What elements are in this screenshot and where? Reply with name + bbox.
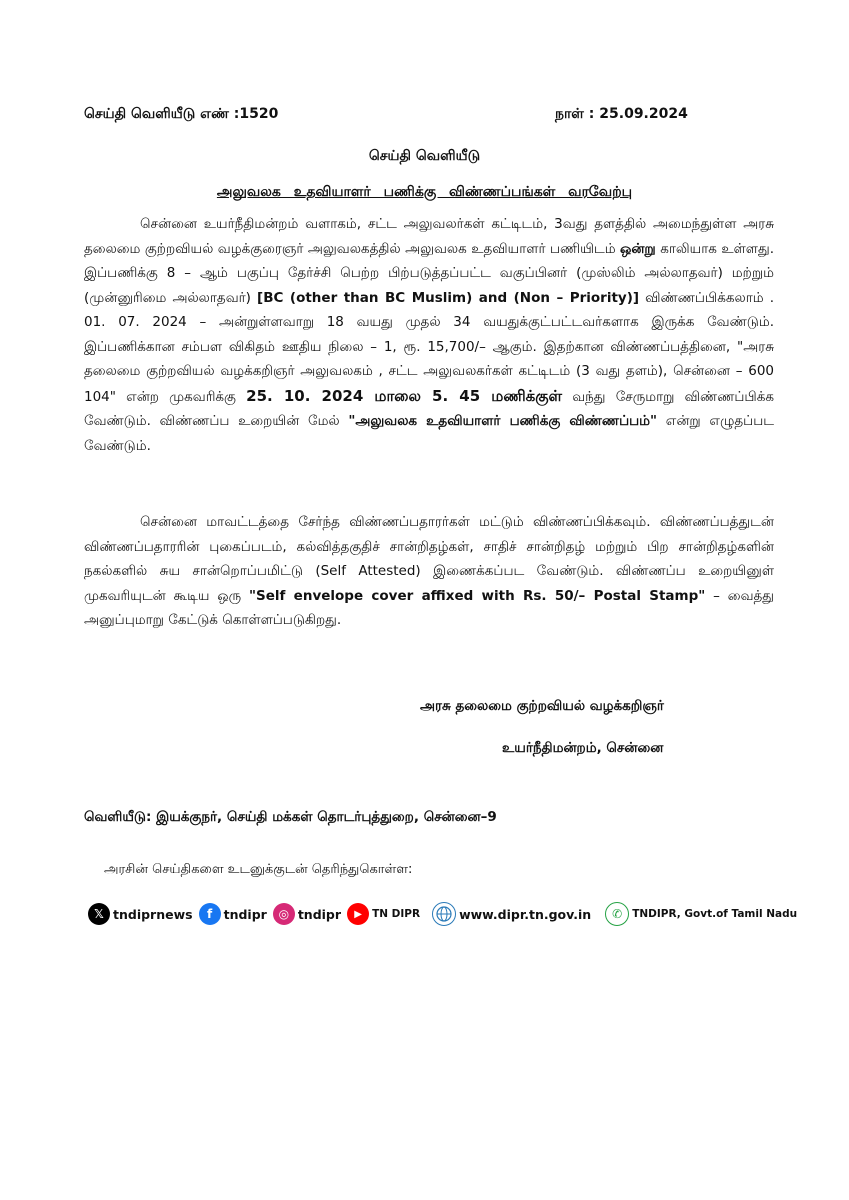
follow-text: அரசின் செய்திகளை உடனுக்குடன் தெரிந்துகொள்ள: <box>104 862 413 877</box>
globe-shape <box>436 906 452 922</box>
social-links-bar <box>88 900 798 928</box>
social-facebook[interactable]: f tndipr <box>199 903 267 925</box>
social-instagram[interactable]: ◎ tndipr <box>273 903 341 925</box>
facebook-icon: f <box>199 903 221 925</box>
release-by: வெளியீடு: இயக்குநர், செய்தி மக்கள் தொடர்புத்துறை, சென்னை–9 <box>84 809 497 825</box>
signature-location: உயர்நீதிமன்றம், சென்னை <box>502 740 664 756</box>
signature-designation: அரசு தலைமை குற்றவியல் வழக்கறிஞர் <box>420 698 664 714</box>
social-website[interactable]: www.dipr.tn.gov.in <box>432 902 591 926</box>
social-youtube[interactable]: ▶ TN DIPR <box>347 903 420 925</box>
youtube-icon: ▶ <box>347 903 369 925</box>
social-x[interactable]: 𝕏 tndiprnews <box>88 903 193 925</box>
instagram-icon: ◎ <box>273 903 295 925</box>
document-type: செய்தி வெளியீடு <box>368 148 481 164</box>
paragraph-2: சென்னை மாவட்டத்தை சேர்ந்த விண்ணப்பதாரர்கள் மட்டும் விண்ணப்பிக்கவும். விண்ணப்பத்துடன் விண்ணப்பதாரரின் புகைப்படம், கல்வித்தகுதிச் சான்றிதழ்கள், சாதிச் சான்றிதழ் மற்றும் பிற சான்றிதழ்களின் நகல்களில் சுய சான்றொப்பமிட்டு (Self Attested) இணைக்கப்பட வேண்டும். விண்ணப்ப உறையினுள் முகவரியுடன் கூடிய ஒரு "Self envelope cover affixed with Rs. 50/– Postal Stamp" – வைத்து அனுப்புமாறு கேட்டுக் கொள்ளப்படுகிறது. <box>84 514 775 628</box>
globe-icon <box>432 902 456 926</box>
social-whatsapp[interactable]: ✆ TNDIPR, Govt.of Tamil Nadu <box>605 902 797 926</box>
document-title: அலுவலக உதவியாளர் பணிக்கு விண்ணப்பங்கள் வரவேற்பு <box>216 184 633 200</box>
x-icon: 𝕏 <box>88 903 110 925</box>
paragraph-1: சென்னை உயர்நீதிமன்றம் வளாகம், சட்ட அலுவலர்கள் கட்டிடம், 3வது தளத்தில் அமைந்துள்ள அரசு தலைமை குற்றவியல் வழக்குரைஞர் அலுவலகத்தில் அலுவலக உதவியாளர் பணியிடம் ஒன்று காலியாக உள்ளது. இப்பணிக்கு 8 – ஆம் பகுப்பு தேர்ச்சி பெற்ற பிற்படுத்தப்பட்ட வகுப்பினர் (முஸ்லிம் அல்லாதவர்) மற்றும் (முன்னுரிமை அல்லாதவர்) [BC (other than BC Muslim) and (Non – Priority)] விண்ணப்பிக்கலாம் . 01. 07. 2024 – அன்றுள்ளவாறு 18 வயது முதல் 34 வயதுக்குட்பட்டவர்களாக இருக்க வேண்டும். இப்பணிக்கான சம்பள விகிதம் ஊதிய நிலை – 1, ரூ. 15,700/– ஆகும். இதற்கான விண்ணப்பத்தினை, "அரசு தலைமை குற்றவியல் வழக்கறிஞர் அலுவலகம் , சட்ட அலுவலகர்கள் கட்டிடம் (3 வது தளம்), சென்னை – 600 104" என்ற முகவரிக்கு 25. 10. 2024 மாலை 5. 45 மணிக்குள் வந்து சேருமாறு விண்ணப்பிக்க வேண்டும். விண்ணப்ப உறையின் மேல் "அலுவலக உதவியாளர் பணிக்கு விண்ணப்பம்" என்று எழுதப்பட வேண்டும். <box>84 216 775 454</box>
release-number: செய்தி வெளியீடு எண் :1520 <box>84 106 279 122</box>
whatsapp-icon: ✆ <box>605 902 629 926</box>
release-date: நாள் : 25.09.2024 <box>555 106 688 122</box>
